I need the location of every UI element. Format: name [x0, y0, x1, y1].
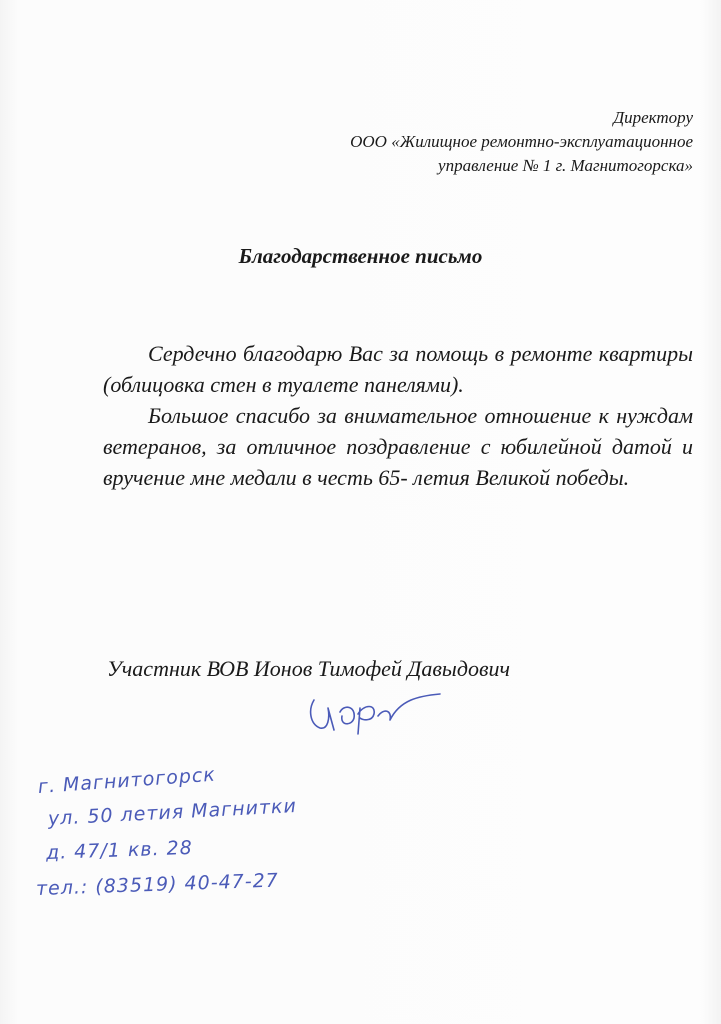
addressee-line-2: ООО «Жилищное ремонтно-эксплуатационное [350, 132, 693, 151]
letter-body [103, 338, 693, 493]
handwritten-street: ул. 50 летия Магнитки [47, 794, 298, 830]
handwritten-signature [300, 690, 460, 740]
handwritten-phone: тел.: (83519) 40-47-27 [35, 869, 280, 900]
handwritten-address [30, 763, 410, 930]
body-paragraph-1: Сердечно благодарю Вас за помощь в ремонте квартиры (облицовка стен в туалете панелями). [103, 341, 693, 397]
body-paragraph-2: Большое спасибо за внимательное отношение к нуждам ветеранов, за отличное поздравление с юбилейной датой и вручение мне медали в честь 65- летия Великой победы. [103, 403, 693, 490]
letter-title: Благодарственное письмо [238, 244, 483, 268]
addressee-line-3: управление № 1 г. Магнитогорска» [438, 156, 693, 175]
addressee-line-1: Директору [613, 108, 693, 127]
addressee-block [233, 106, 693, 178]
handwritten-city: г. Магнитогорск [37, 763, 217, 798]
sender-line: Участник ВОВ Ионов Тимофей Давыдович [107, 656, 510, 681]
handwritten-house: д. 47/1 кв. 28 [45, 836, 194, 864]
